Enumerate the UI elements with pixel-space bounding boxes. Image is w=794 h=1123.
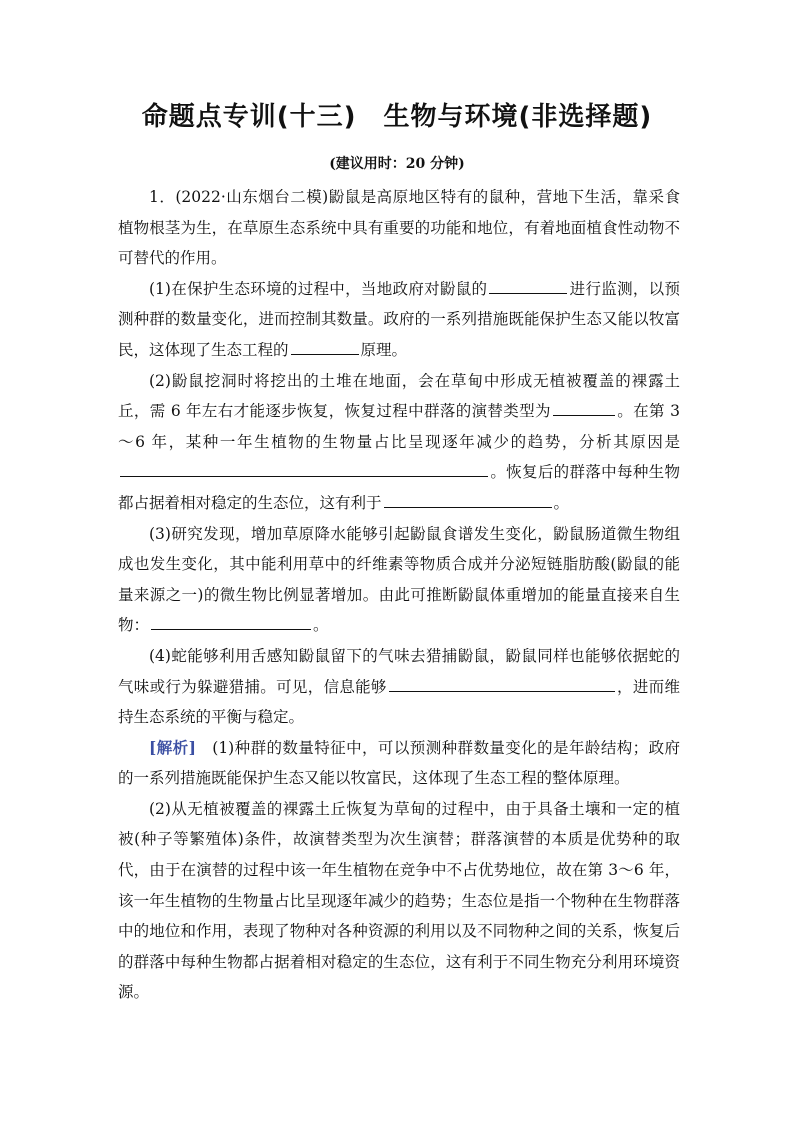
part1-text-a: (1)在保护生态环境的过程中，当地政府对鼢鼠的: [149, 279, 488, 298]
part3-text-a: (3)研究发现，增加草原降水能够引起鼢鼠食谱发生变化，鼢鼠肠道微生物组成也发生变化，其中能利用草中的纤维素等物质合成并分泌短链脂肪酸(鼢鼠的能量来源之一)的微生物比例显著增加。由此可推断鼢鼠体重增加的能量直接来自生物：: [118, 524, 680, 635]
part2-text-c: 。恢复后的群落中每种生物都占据着相对稳定的生态位，这有利于: [118, 463, 680, 512]
analysis-label: [解析]: [149, 737, 196, 757]
answer-blank[interactable]: [384, 489, 552, 508]
answer-blank[interactable]: [389, 673, 615, 692]
answer-blank[interactable]: [120, 458, 488, 477]
part2-text-a: (2)鼢鼠挖洞时将挖出的土堆在地面，会在草甸中形成无植被覆盖的裸露土丘，需 6 年左右才能逐步恢复，恢复过程中群落的演替类型为: [118, 371, 680, 421]
answer-blank[interactable]: [291, 336, 359, 355]
analysis-1: [118, 733, 680, 794]
part2-text-b: 。在第 3～6 年，某种一年生植物的生物量占比呈现逐年减少的趋势，分析其原因是: [118, 402, 680, 451]
question-intro: 1．(2022·山东烟台二模)鼢鼠是高原地区特有的鼠种，营地下生活，靠采食植物根茎为生，在草原生态系统中具有重要的功能和地位，有着地面植食性动物不可替代的作用。: [118, 188, 680, 268]
part3-text-b: 。: [313, 616, 329, 635]
part2-text-d: 。: [553, 493, 570, 512]
analysis-text-1: (1)种群的数量特征中，可以预测种群数量变化的是年龄结构；政府的一系列措施既能保护生态又能以牧富民，这体现了生态工程的整体原理。: [118, 738, 680, 788]
time-hint: (建议用时：20 分钟): [329, 156, 465, 172]
part1-text-b: 进行监测，以预测种群的数量变化，进而控制其数量。政府的一系列措施既能保护生态又能以牧富民，这体现了生态工程的: [118, 279, 680, 359]
part1-text-c: 原理。: [360, 340, 408, 359]
question-part-1: [118, 274, 680, 366]
answer-blank[interactable]: [553, 397, 615, 416]
analysis-2: (2)从无植被覆盖的裸露土丘恢复为草甸的过程中，由于具备土壤和一定的植被(种子等繁殖体)条件，故演替类型为次生演替；群落演替的本质是优势种的取代，由于在演替的过程中该一年生植物在竞争中不占优势地位，故在第 3～6 年，该一年生植物的生物量占比呈现逐年减少的趋势；生态位是指一个物种在生物群落中的地位和作用，表现了物种对各种资源的利用以及不同物种之间的关系，恢复后的群落中每种生物都占据着相对稳定的生态位，这有利于不同生物充分利用环境资源。: [118, 799, 680, 1002]
part4-text-b: ，进而维持生态系统的平衡与稳定。: [118, 677, 680, 727]
part4-text-a: (4)蛇能够利用舌感知鼢鼠留下的气味去猎捕鼢鼠，鼢鼠同样也能够依据蛇的气味或行为躲避猎捕。可见，信息能够: [118, 646, 680, 696]
answer-blank[interactable]: [489, 275, 567, 294]
question-part-2: [118, 366, 680, 519]
question-part-3: [118, 519, 680, 641]
question-content: [118, 182, 680, 1008]
answer-blank[interactable]: [151, 611, 311, 630]
page-title: 命题点专训(十三) 生物与环境(非选择题): [141, 102, 653, 132]
question-part-4: [118, 641, 680, 733]
